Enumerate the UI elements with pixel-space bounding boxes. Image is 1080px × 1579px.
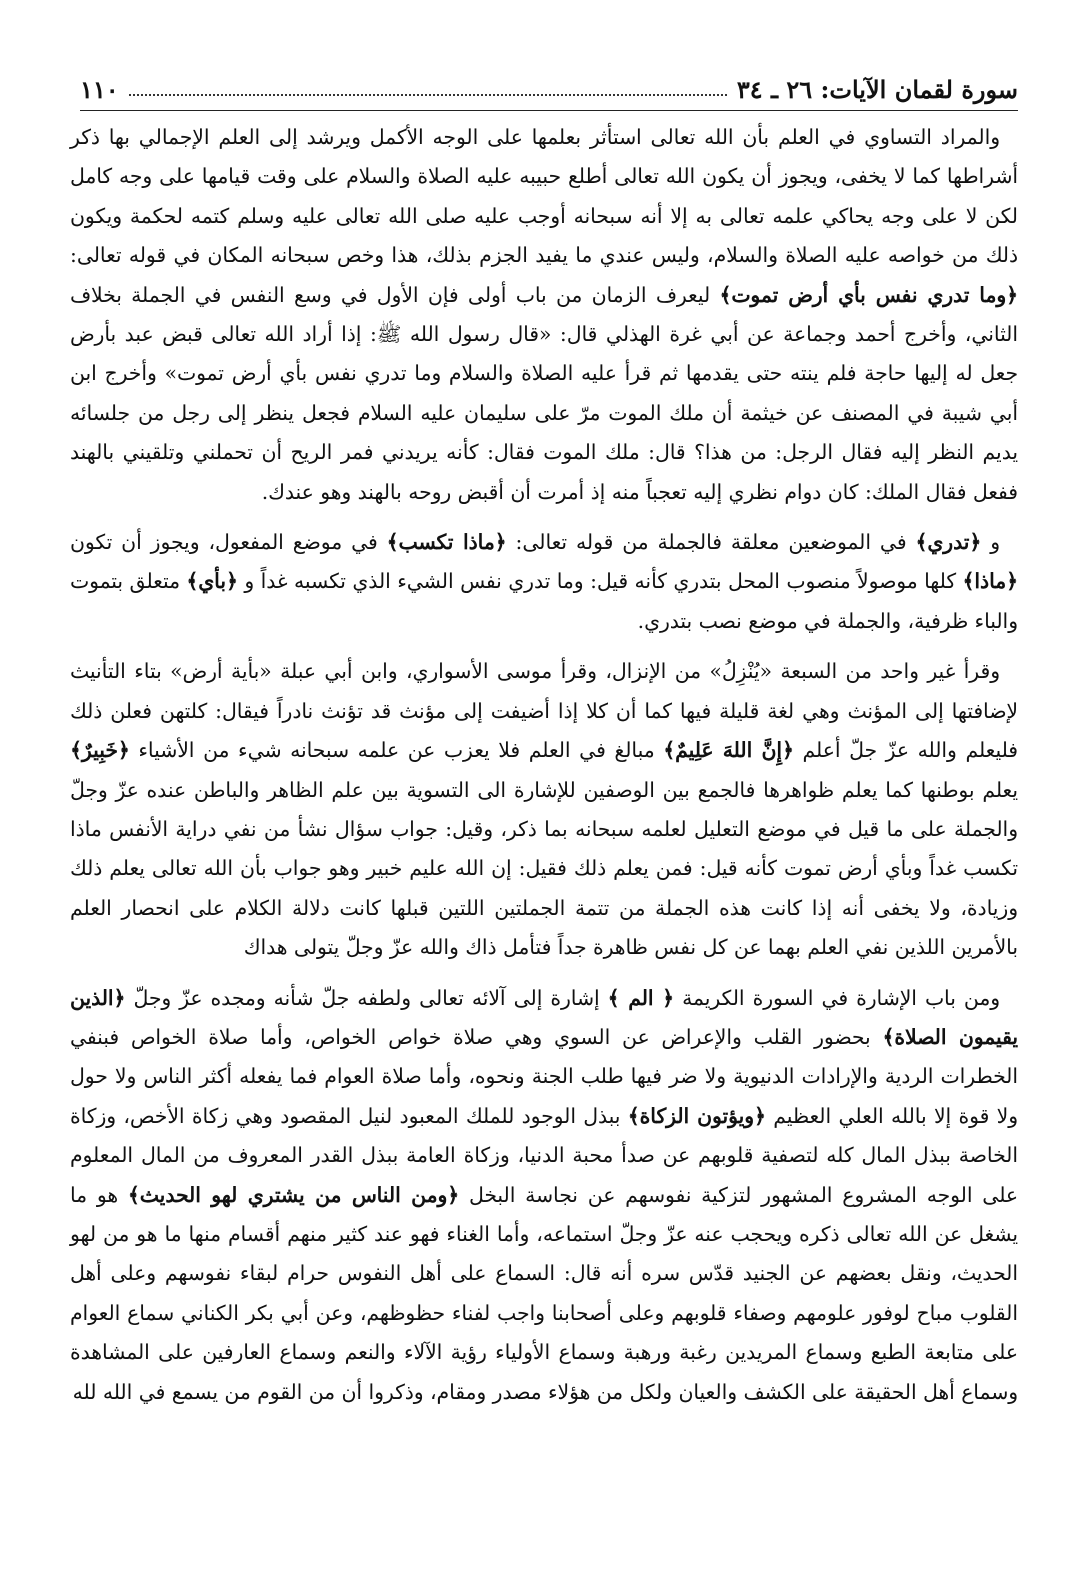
- text-run: والمراد التساوي في العلم بأن الله تعالى استأثر بعلمها على الوجه الأكمل ويرشد إلى العلم الإجمالي بها ذكر أشراطها كما لا يخفى، ويجوز أن يكون الله تعالى أطلع حبيبه عليه الصلاة والسلام على وقت قيامها على وجه كامل لكن لا على وجه يحاكي علمه تعالى به إلا أنه سبحانه أوجب عليه صلى الله تعالى عليه وسلم كتمه لحكمة ويكون ذلك من خواصه عليه الصلاة والسلام، وليس عندي ما يفيد الجزم بذلك، هذا وخص سبحانه المكان في قوله تعالى:: [70, 125, 1018, 268]
- page-number: ١١٠: [80, 75, 119, 104]
- quran-quote: ﴿ماذا﴾: [962, 569, 1018, 594]
- paragraph: [70, 979, 1018, 1412]
- quran-quote: ﴿وما تدري نفس بأي أرض تموت﴾: [719, 282, 1018, 307]
- quran-quote: ﴿إِنَّ اللهَ عَلِيمٌ﴾: [663, 738, 794, 763]
- surah-title: سورة لقمان الآيات: ٢٦ ـ ٣٤: [736, 75, 1018, 104]
- text-run: ومن باب الإشارة في السورة الكريمة: [674, 985, 1001, 1010]
- running-header: [80, 58, 1018, 111]
- text-run: و: [981, 530, 1001, 555]
- page-body: [70, 118, 1018, 1423]
- quran-quote: ﴿تدري﴾: [915, 530, 982, 555]
- text-run: ببذل الوجود للملك المعبود لنيل المقصود وهي زكاة الأخص، وزكاة الخاصة ببذل المال كله لتصفية قلوبهم عن صدأ محبة الدنيا، وزكاة العامة ببذل القدر المعروف من المال المعلوم على الوجه المشروع المشهور لتزكية نفوسهم عن نجاسة البخل: [70, 1103, 1019, 1207]
- text-run: هو ما يشغل عن الله تعالى ذكره ويحجب عنه عزّ وجلّ استماعه، وأما الغناء فهو عند كثير منهم أقسام منها ما هو من لهو الحديث، ونقل بعضهم عن الجنيد قدّس سره أنه قال: السماع على أهل النفوس حرام لبقاء نفوسهم وعلى أهل القلوب مباح لوفور علومهم وصفاء قلوبهم وعلى أصحابنا واجب لفناء حظوظهم، وعن أبي بكر الكناني سماع العوام على متابعة الطبع وسماع المريدين رغبة ورهبة وسماع الأولياء رؤية الآلاء والنعم وسماع العارفين على المشاهدة وسماع أهل الحقيقة على الكشف والعيان ولكل من هؤلاء مصدر ومقام، وذكروا أن من القوم من يسمع في الله لله: [70, 1182, 1018, 1404]
- text-run: ليعرف الزمان من باب أولى فإن الأول في وسع النفس في الجملة بخلاف الثاني، وأخرج أحمد وجماعة عن أبي غرة الهذلي قال: «قال رسول الله ﷺ: إذا أراد الله تعالى قبض عبد بأرض جعل له إليها حاجة فلم ينته حتى يقدمها ثم قرأ عليه الصلاة والسلام وما تدري نفس بأي أرض تموت» وأخرج ابن أبي شيبة في المصنف عن خيثمة أن ملك الموت مرّ على سليمان عليه السلام فجعل ينظر إلى رجل من جلسائه يديم النظر إليه فقال الرجل: من هذا؟ قال: ملك الموت فقال: كأنه يريدني فمر الريح أن تحملني وتلقيني بالهند ففعل فقال الملك: كان دوام نظري إليه تعجباً منه إذ أمرت أن أقبض روحه بالهند وهو عندك.: [70, 282, 1018, 504]
- text-run: في الموضعين معلقة فالجملة من قوله تعالى:: [506, 530, 916, 555]
- text-run: إشارة إلى آلائه تعالى ولطفه جلّ شأنه ومجده عزّ وجلّ: [125, 985, 608, 1010]
- quran-quote: ﴿ الم ﴾: [607, 985, 675, 1010]
- quran-quote: ﴿ماذا تكسب﴾: [386, 530, 507, 555]
- text-run: بحضور القلب والإعراض عن السوي وهي صلاة خواص الخواص، وأما صلاة الخواص فبنفي الخطرات الردية والإرادات الدنيوية ولا ضر فيها طلب الجنة ونحوه، وأما صلاة العوام فما يفعله أكثر الناس ولا حول ولا قوة إلا بالله العلي العظيم: [70, 1024, 1018, 1128]
- quran-quote: ﴿خَبِيرٌ﴾: [70, 738, 130, 763]
- text-run: في موضع المفعول، ويجوز أن تكون: [70, 530, 387, 555]
- text-run: مبالغ في العلم فلا يعزب عن علمه سبحانه شيء من الأشياء: [129, 738, 664, 763]
- paragraph: [70, 652, 1018, 967]
- text-run: متعلق بتموت والباء ظرفية، والجملة في موضع نصب بتدري.: [70, 569, 1018, 633]
- paragraph: [70, 118, 1018, 512]
- header-leader-dots: [129, 94, 727, 96]
- text-run: وقرأ غير واحد من السبعة «يُنْزِلُ» من الإنزال، وقرأ موسى الأسواري، وابن أبي عبلة «بأية أرض» بتاء التأنيث لإضافتها إلى المؤنث وهي لغة قليلة فيها كما أن كلا إذا أضيفت إلى مؤنث قد تؤنث نادراً فيقال: كلتهن فعلن ذلك فليعلم والله عزّ جلّ أعلم: [70, 659, 1018, 763]
- quran-quote: ﴿ويؤتون الزكاة﴾: [627, 1103, 766, 1128]
- paragraph: [70, 523, 1018, 641]
- quran-quote: ﴿ومن الناس من يشتري لهو الحديث﴾: [127, 1182, 460, 1207]
- text-run: يعلم بوطنها كما يعلم ظواهرها فالجمع بين الوصفين للإشارة الى التسوية بين علم الظاهر والباطن عنده عزّ وجلّ والجملة على ما قيل في موضع التعليل لعلمه سبحانه بما ذكر، وقيل: جواب سؤال نشأ من نفي دراية الأنفس ماذا تكسب غداً وبأي أرض تموت كأنه قيل: فمن يعلم ذلك فقيل: إن الله عليم خبير وهو جواب بأن الله تعالى يعلم ذلك وزيادة، ولا يخفى أنه إذا كانت هذه الجملة من تتمة الجملتين اللتين قبلها كانت دلالة الكلام على انحصار العلم بالأمرين اللذين نفي العلم بهما عن كل نفس ظاهرة جداً فتأمل ذاك والله عزّ وجلّ يتولى هداك: [70, 777, 1018, 960]
- quran-quote: ﴿الذين يقيمون الصلاة﴾: [70, 985, 1018, 1049]
- text-run: كلها موصولاً منصوب المحل بتدري كأنه قيل: وما تدري نفس الشيء الذي تكسبه غداً و: [237, 569, 963, 594]
- quran-quote: ﴿بأي﴾: [186, 569, 238, 594]
